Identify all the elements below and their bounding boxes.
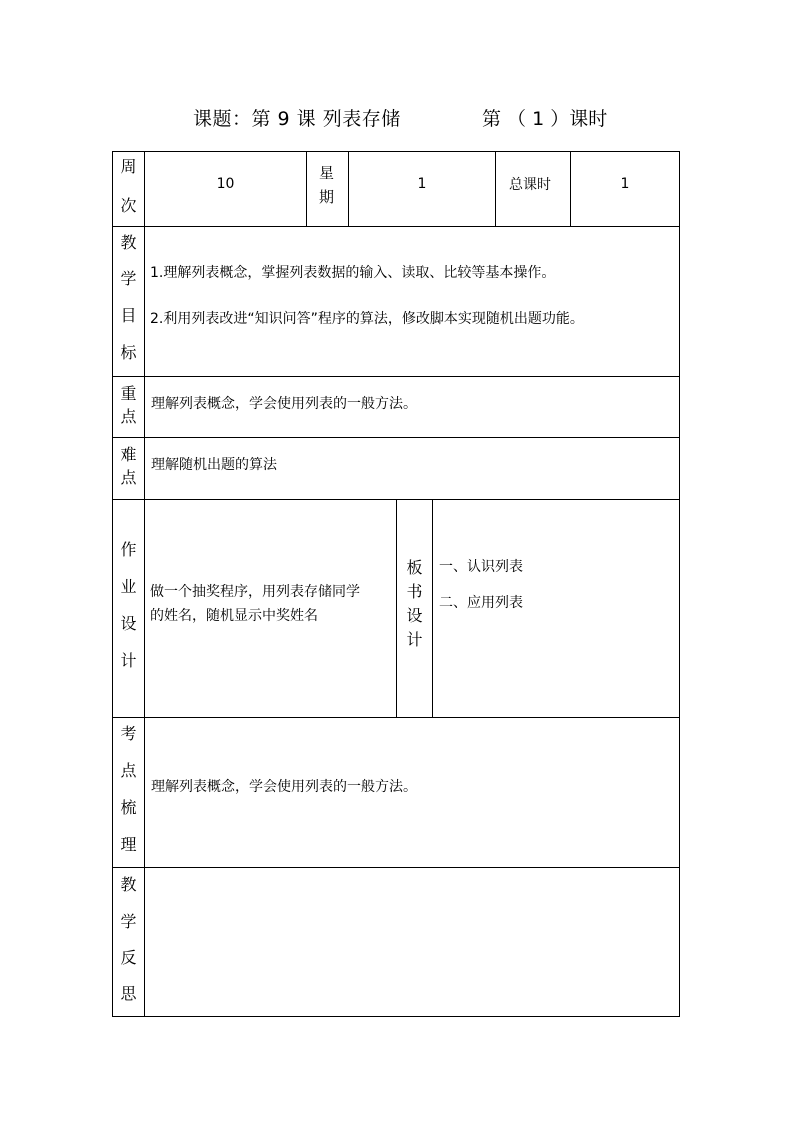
homework-text-line-2: 的姓名，随机显示中奖姓名 bbox=[150, 608, 318, 624]
board-item-2: 二、应用列表 bbox=[439, 595, 523, 611]
objective-item-1: 1.理解列表概念，掌握列表数据的输入、读取、比较等基本操作。 bbox=[150, 265, 556, 281]
board-design-label: 板 书 设 计 bbox=[406, 558, 423, 649]
row-divider bbox=[112, 376, 680, 377]
lesson-title: 课题：第 9 课 列表存储 bbox=[193, 108, 401, 130]
day-value: 1 bbox=[417, 176, 427, 192]
week-label: 周 次 bbox=[120, 157, 137, 215]
lesson-title-line bbox=[0, 104, 794, 134]
row-divider bbox=[112, 867, 680, 868]
keypoint-label: 重 点 bbox=[120, 384, 137, 426]
difficulty-text: 理解随机出题的算法 bbox=[151, 457, 277, 473]
row-divider bbox=[112, 226, 680, 227]
homework-label: 作 业 设 计 bbox=[120, 540, 137, 670]
day-label: 星 期 bbox=[319, 164, 335, 206]
exam-points-label: 考 点 梳 理 bbox=[120, 724, 137, 854]
homework-text-line-1: 做一个抽奖程序，用列表存储同学 bbox=[150, 584, 360, 600]
table-border-right bbox=[679, 151, 680, 1017]
reflection-label: 教 学 反 思 bbox=[120, 875, 137, 1003]
total-hours-label: 总课时 bbox=[509, 177, 551, 193]
lesson-period: 第 （ 1 ）课时 bbox=[482, 108, 608, 130]
difficulty-label: 难 点 bbox=[120, 445, 137, 487]
board-item-1: 一、认识列表 bbox=[439, 559, 523, 575]
week-value: 10 bbox=[216, 176, 235, 192]
objectives-label: 教 学 目 标 bbox=[120, 233, 137, 362]
table-border-bottom bbox=[112, 1016, 680, 1017]
keypoint-text: 理解列表概念，学会使用列表的一般方法。 bbox=[151, 396, 417, 412]
row-divider bbox=[112, 717, 680, 718]
exam-points-text: 理解列表概念，学会使用列表的一般方法。 bbox=[151, 779, 417, 795]
row-divider bbox=[112, 437, 680, 438]
table-border-top bbox=[112, 151, 680, 152]
objective-item-2: 2.利用列表改进“知识问答”程序的算法，修改脚本实现随机出题功能。 bbox=[150, 311, 584, 327]
col-divider bbox=[495, 151, 496, 226]
label-column-divider bbox=[144, 151, 145, 1017]
col-divider bbox=[432, 499, 433, 717]
total-hours-value: 1 bbox=[620, 176, 630, 192]
